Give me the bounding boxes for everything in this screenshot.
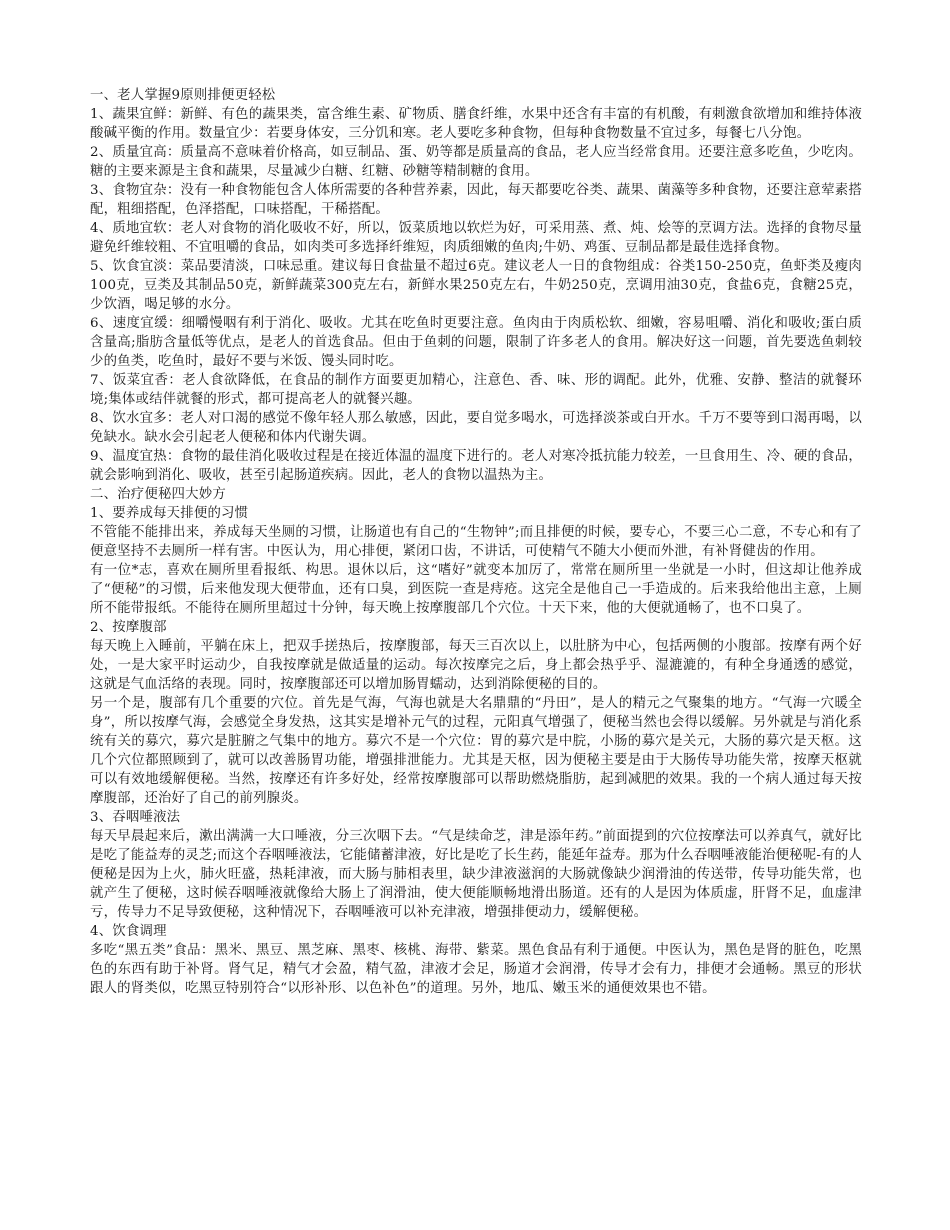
paragraph-remedy-2a: 每天晚上入睡前，平躺在床上，把双手搓热后，按摩腹部，每天三百次以上，以肚脐为中心，包括两侧的小腹部。按摩有两个好处，一是大家平时运动少，自我按摩就是做适量的运动。每次按摩完之后，身上都会热乎乎、湿漉漉的，有种全身通透的感觉，这就是气血活络的表现。同时，按摩腹部还可以增加肠胃蠕动，达到消除便秘的目的。 [90,639,862,692]
paragraph-principle-7: 7、饭菜宜香：老人食欲降低，在食品的制作方面要更加精心，注意色、香、味、形的调配。此外，优雅、安静、整洁的就餐环境;集体或结伴就餐的形式，都可提高老人的就餐兴趣。 [90,373,862,407]
paragraph-principle-9: 9、温度宜热：食物的最佳消化吸收过程是在接近体温的温度下进行的。老人对寒冷抵抗能力较差，一旦食用生、冷、硬的食品，就会影响到消化、吸收，甚至引起肠道疾病。因此，老人的食物以温热为主。 [90,449,862,483]
section-heading-nine-principles: 一、老人掌握9原则排便更轻松 [90,88,276,103]
subheading-remedy-2: 2、按摩腹部 [90,620,167,635]
paragraph-principle-4: 4、质地宜软：老人对食物的消化吸收不好，所以，饭菜质地以软烂为好，可采用蒸、煮、炖、烩等的烹调方法。选择的食物尽量避免纤维较粗、不宜咀嚼的食品，如肉类可多选择纤维短，肉质细嫩的鱼肉;牛奶、鸡蛋、豆制品都是最佳选择食物。 [90,221,862,255]
subheading-remedy-3: 3、吞咽唾液法 [90,810,181,825]
paragraph-remedy-4: 多吃“黑五类”食品：黑米、黑豆、黑芝麻、黑枣、核桃、海带、紫菜。黑色食品有利于通便。中医认为，黑色是肾的脏色，吃黑色的东西有助于补肾。肾气足，精气才会盈，精气盈，津液才会足，肠道才会润滑，传导才会有力，排便才会通畅。黑豆的形状跟人的肾类似，吃黑豆特别符合“以形补形、以色补色”的道理。另外，地瓜、嫩玉米的通便效果也不错。 [90,943,862,996]
paragraph-principle-6: 6、速度宜缓：细嚼慢咽有利于消化、吸收。尤其在吃鱼时更要注意。鱼肉由于肉质松软、细嫩，容易咀嚼、消化和吸收;蛋白质含量高;脂肪含量低等优点，是老人的首选食品。但由于鱼刺的问题，限制了许多老人的食用。解决好这一问题，首先要选鱼刺较少的鱼类，吃鱼时，最好不要与米饭、馒头同时吃。 [90,316,862,369]
section-heading-four-remedies: 二、治疗便秘四大妙方 [90,487,226,502]
subheading-remedy-1: 1、要养成每天排便的习惯 [90,506,249,521]
paragraph-principle-3: 3、食物宜杂：没有一种食物能包含人体所需要的各种营养素，因此，每天都要吃谷类、蔬果、菌藻等多种食物，还要注意荤素搭配，粗细搭配，色泽搭配，口味搭配，干稀搭配。 [90,183,862,217]
paragraph-principle-8: 8、饮水宜多：老人对口渴的感觉不像年轻人那么敏感，因此，要自觉多喝水，可选择淡茶或白开水。千万不要等到口渴再喝，以免缺水。缺水会引起老人便秘和体内代谢失调。 [90,411,862,445]
paragraph-principle-5: 5、饮食宜淡：菜品要清淡，口味忌重。建议每日食盐量不超过6克。建议老人一日的食物组成：谷类150-250克，鱼虾类及瘦肉100克，豆类及其制品50克，新鲜蔬菜300克左右，新鲜水果250克左右，牛奶250克，烹调用油30克，食盐6克，食糖25克，少饮酒，喝足够的水分。 [90,259,862,312]
subheading-remedy-4: 4、饮食调理 [90,924,167,939]
paragraph-remedy-1b: 有一位*志，喜欢在厕所里看报纸、构思。退休以后，这“嗜好”就变本加厉了，常常在厕所里一坐就是一小时，但这却让他养成了“便秘”的习惯，后来他发现大便带血，还有口臭，到医院一查是痔疮。这完全是他自己一手造成的。后来我给他出主意，上厕所不能带报纸。不能待在厕所里超过十分钟，每天晚上按摩腹部几个穴位。十天下来，他的大便就通畅了，也不口臭了。 [90,563,862,616]
paragraph-principle-2: 2、质量宜高：质量高不意味着价格高，如豆制品、蛋、奶等都是质量高的食品，老人应当经常食用。还要注意多吃鱼，少吃肉。糖的主要来源是主食和蔬果，尽量减少白糖、红糖、砂糖等精制糖的食用。 [90,145,862,179]
paragraph-principle-1: 1、蔬果宜鲜：新鲜、有色的蔬果类，富含维生素、矿物质、膳食纤维，水果中还含有丰富的有机酸，有刺激食欲增加和维持体液酸碱平衡的作用。数量宜少：若要身体安，三分饥和寒。老人要吃多种食物，但每种食物数量不宜过多，每餐七八分饱。 [90,107,862,141]
paragraph-remedy-3: 每天早晨起来后，漱出满满一大口唾液，分三次咽下去。“气是续命芝，津是添年药。”前面提到的穴位按摩法可以养真气，就好比是吃了能益寿的灵芝;而这个吞咽唾液法，它能储蓄津液，好比是吃了长生药，能延年益寿。那为什么吞咽唾液能治便秘呢-有的人便秘是因为上火，肺火旺盛，热耗津液，而大肠与肺相表里，缺少津液滋润的大肠就像缺少润滑油的传送带，传导功能失常，也就产生了便秘，这时候吞咽唾液就像给大肠上了润滑油，使大便能顺畅地滑出肠道。还有的人是因为体质虚，肝肾不足，血虚津亏，传导力不足导致便秘，这种情况下，吞咽唾液可以补充津液，增强排便动力，缓解便秘。 [90,829,862,920]
paragraph-remedy-1a: 不管能不能排出来，养成每天坐厕的习惯，让肠道也有自己的“生物钟”;而且排便的时候，要专心，不要三心二意，不专心和有了便意坚持不去厕所一样有害。中医认为，用心排便，紧闭口齿，不讲话，可使精气不随大小便而外泄，有补肾健齿的作用。 [90,525,862,559]
paragraph-remedy-2b: 另一个是，腹部有几个重要的穴位。首先是气海，气海也就是大名鼎鼎的“丹田”，是人的精元之气聚集的地方。“气海一穴暖全身”，所以按摩气海，会感觉全身发热，这其实是增补元气的过程，元阳真气增强了，便秘当然也会得以缓解。另外就是与消化系统有关的募穴，募穴是脏腑之气集中的地方。募穴不是一个穴位：胃的募穴是中脘，小肠的募穴是关元，大肠的募穴是天枢。这几个穴位都照顾到了，就可以改善肠胃功能，增强排泄能力。尤其是天枢，因为便秘主要是由于大肠传导功能失常，按摩天枢就可以有效地缓解便秘。当然，按摩还有许多好处，经常按摩腹部可以帮助燃烧脂肪，起到减肥的效果。我的一个病人通过每天按摩腹部，还治好了自己的前列腺炎。 [90,696,862,806]
